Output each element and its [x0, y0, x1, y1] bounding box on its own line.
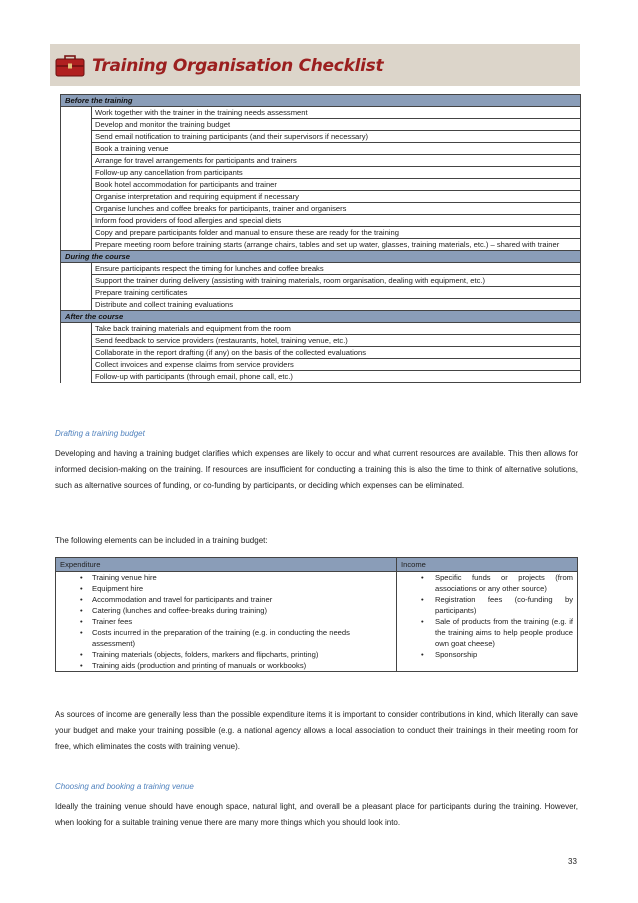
checklist-item: Book a training venue — [92, 143, 581, 155]
checklist-indent — [61, 191, 92, 203]
checklist-item: Ensure participants respect the timing for lunches and coffee breaks — [92, 263, 581, 275]
checklist-indent — [61, 347, 92, 359]
budget-item-text: Trainer fees — [92, 617, 133, 626]
checklist-indent — [61, 335, 92, 347]
checklist-item: Inform food providers of food allergies and special diets — [92, 215, 581, 227]
checklist-item: Organise interpretation and requiring equipment if necessary — [92, 191, 581, 203]
section-heading: During the course — [61, 251, 581, 263]
checklist-indent — [61, 323, 92, 335]
checklist-row — [61, 371, 581, 383]
budget-list-item — [60, 649, 392, 660]
budget-list-item — [60, 627, 392, 649]
budget-list-item — [60, 616, 392, 627]
checklist-row — [61, 167, 581, 179]
budget-item-text: Registration fees (co-funding by participants) — [435, 595, 573, 615]
checklist-row — [61, 191, 581, 203]
checklist-row — [61, 359, 581, 371]
bullet-icon: • — [80, 595, 83, 604]
checklist-row — [61, 299, 581, 311]
checklist-item: Collaborate in the report drafting (if any) on the basis of the collected evaluations — [92, 347, 581, 359]
checklist-row — [61, 107, 581, 119]
bullet-icon: • — [80, 628, 83, 637]
budget-item-text: Training materials (objects, folders, markers and flipcharts, printing) — [92, 650, 319, 659]
checklist-indent — [61, 275, 92, 287]
checklist-item: Arrange for travel arrangements for participants and trainers — [92, 155, 581, 167]
budget-item-text: Training venue hire — [92, 573, 157, 582]
checklist-indent — [61, 371, 92, 383]
budget-list-item — [401, 649, 573, 660]
budget-table — [55, 557, 578, 672]
checklist-row — [61, 335, 581, 347]
checklist-table — [60, 94, 581, 383]
checklist-item: Support the trainer during delivery (assisting with training materials, room organisation, dealing with equipment, etc.) — [92, 275, 581, 287]
checklist-row — [61, 287, 581, 299]
checklist-item: Copy and prepare participants folder and manual to ensure these are ready for the training — [92, 227, 581, 239]
budget-list-item — [401, 616, 573, 649]
page-number: 33 — [568, 857, 577, 866]
income-header: Income — [397, 558, 578, 572]
checklist-indent — [61, 299, 92, 311]
checklist-row — [61, 227, 581, 239]
checklist-row — [61, 119, 581, 131]
checklist-item: Prepare meeting room before training starts (arrange chairs, tables and set up water, glasses, training materials, etc.) – shared with trainer — [92, 239, 581, 251]
checklist-item: Collect invoices and expense claims from service providers — [92, 359, 581, 371]
checklist-indent — [61, 287, 92, 299]
section-header-after — [61, 311, 581, 323]
checklist-item: Book hotel accommodation for participants and trainer — [92, 179, 581, 191]
bullet-icon: • — [80, 573, 83, 582]
paragraph: As sources of income are generally less than the possible expenditure items it is important to consider contributions in kind, which literally can save your budget and make your training possible (e.g. a national agency allows a local association to conduct their trainings in their meeting room for free, which eliminates the costs with training venue). — [55, 710, 578, 751]
checklist-indent — [61, 131, 92, 143]
checklist-item: Distribute and collect training evaluations — [92, 299, 581, 311]
checklist-indent — [61, 167, 92, 179]
budget-item-text: Catering (lunches and coffee-breaks during training) — [92, 606, 268, 615]
expenditure-header: Expenditure — [56, 558, 397, 572]
bullet-icon: • — [421, 650, 424, 659]
section-caption: Choosing and booking a training venue — [55, 782, 194, 791]
paragraph: The following elements can be included in a training budget: — [55, 536, 268, 545]
checklist-row — [61, 155, 581, 167]
checklist-indent — [61, 179, 92, 191]
bullet-icon: • — [421, 573, 424, 582]
checklist-indent — [61, 215, 92, 227]
checklist-row — [61, 131, 581, 143]
bullet-icon: • — [80, 661, 83, 670]
checklist-item: Work together with the trainer in the training needs assessment — [92, 107, 581, 119]
bullet-icon: • — [421, 595, 424, 604]
budget-item-text: Accommodation and travel for participants and trainer — [92, 595, 273, 604]
budget-list-item — [60, 583, 392, 594]
page-title: Training Organisation Checklist — [92, 56, 384, 76]
checklist-indent — [61, 107, 92, 119]
budget-list-item — [401, 594, 573, 616]
section-header-during — [61, 251, 581, 263]
section-heading: After the course — [61, 311, 581, 323]
checklist-row — [61, 215, 581, 227]
checklist-indent — [61, 155, 92, 167]
section-heading: Before the training — [61, 95, 581, 107]
bullet-icon: • — [80, 650, 83, 659]
checklist-row — [61, 143, 581, 155]
checklist-item: Follow-up with participants (through email, phone call, etc.) — [92, 371, 581, 383]
checklist-item: Organise lunches and coffee breaks for participants, trainer and organisers — [92, 203, 581, 215]
checklist-item: Prepare training certificates — [92, 287, 581, 299]
budget-item-text: Costs incurred in the preparation of the training (e.g. in conducting the needs assessment) — [92, 628, 350, 648]
budget-list-item — [60, 594, 392, 605]
bullet-icon: • — [421, 617, 424, 626]
checklist-row — [61, 179, 581, 191]
checklist-indent — [61, 119, 92, 131]
budget-list-item — [60, 605, 392, 616]
bullet-icon: • — [80, 606, 83, 615]
checklist-item: Follow-up any cancellation from participants — [92, 167, 581, 179]
briefcase-icon — [55, 55, 85, 77]
checklist-row — [61, 347, 581, 359]
budget-item-text: Training aids (production and printing of manuals or workbooks) — [92, 661, 307, 670]
checklist-row — [61, 203, 581, 215]
budget-item-text: Specific funds or projects (from associations or any other source) — [435, 573, 573, 593]
checklist-indent — [61, 203, 92, 215]
checklist-indent — [61, 143, 92, 155]
checklist-item: Send feedback to service providers (restaurants, hotel, training venue, etc.) — [92, 335, 581, 347]
bullet-icon: • — [80, 584, 83, 593]
budget-item-text: Equipment hire — [92, 584, 144, 593]
checklist-row — [61, 263, 581, 275]
checklist-indent — [61, 263, 92, 275]
checklist-row — [61, 275, 581, 287]
paragraph: Ideally the training venue should have enough space, natural light, and overall be a pleasant place for participants during the training. However, when looking for a suitable training venue there are many more things which you should look into. — [55, 802, 578, 827]
budget-item-text: Sponsorship — [435, 650, 478, 659]
checklist-indent — [61, 239, 92, 251]
income-cell — [397, 572, 578, 672]
section-header-before — [61, 95, 581, 107]
budget-list-item — [60, 572, 392, 583]
budget-list-item — [401, 572, 573, 594]
budget-item-text: Sale of products from the training (e.g. if the training aims to help people produce own goat cheese) — [435, 617, 573, 648]
budget-list-item — [60, 660, 392, 671]
checklist-indent — [61, 359, 92, 371]
checklist-item: Develop and monitor the training budget — [92, 119, 581, 131]
expenditure-cell — [56, 572, 397, 672]
checklist-indent — [61, 227, 92, 239]
section-caption: Drafting a training budget — [55, 429, 145, 438]
checklist-row — [61, 323, 581, 335]
checklist-item: Take back training materials and equipment from the room — [92, 323, 581, 335]
bullet-icon: • — [80, 617, 83, 626]
checklist-row — [61, 239, 581, 251]
checklist-item: Send email notification to training participants (and their supervisors if necessary) — [92, 131, 581, 143]
paragraph: Developing and having a training budget clarifies which expenses are likely to occur and what current resources are available. This then allows for informed decision-making on the training. If resources are insufficient for conducting a training this is also the time to think of alternative solutions, such as alternative sources of funding, or co-funding by participants, or deciding which expenses can be eliminated. — [55, 449, 578, 490]
